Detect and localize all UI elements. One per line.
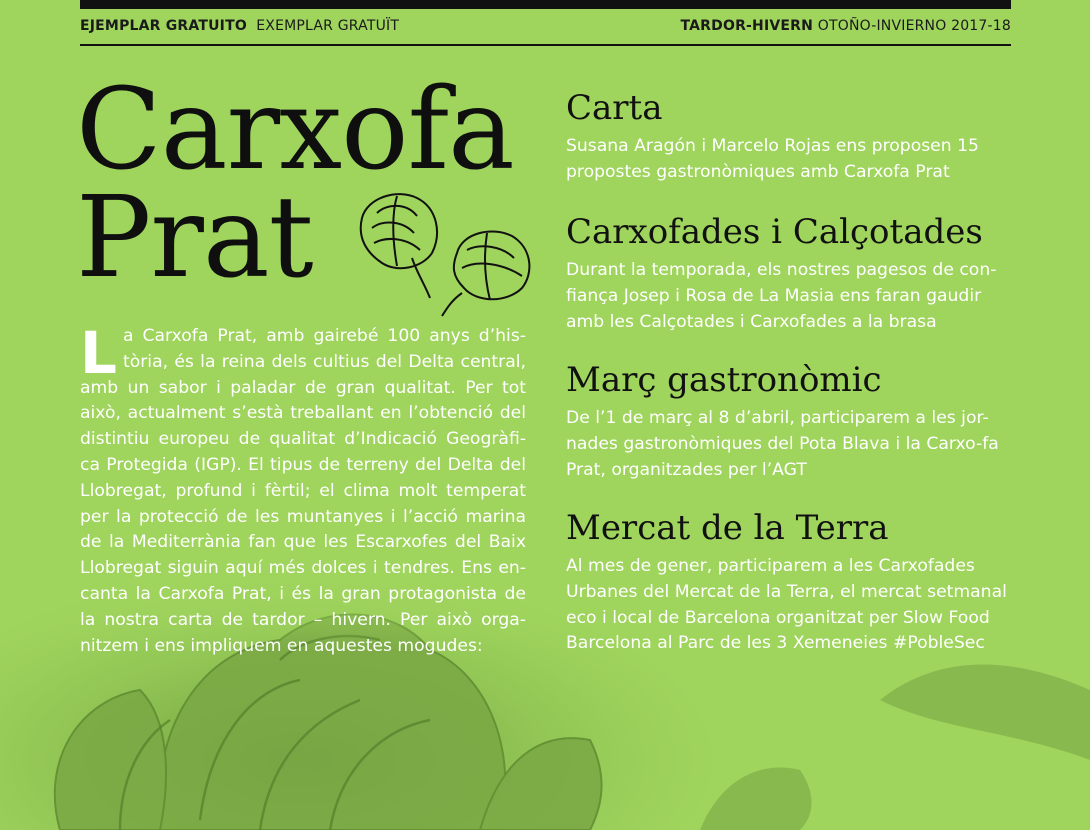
section-carxofades — [566, 212, 1012, 335]
edition-label — [80, 18, 399, 34]
section-text: De l’1 de març al 8 d’abril, participarem a les jor-nades gastronòmiques del Pota Blava i la Carxo-fa Prat, organitzades per l’AGT — [566, 408, 999, 480]
section-marc — [566, 360, 1012, 483]
section-carta — [566, 88, 1012, 186]
section-heading: Carxofades i Calçotades — [566, 212, 983, 252]
section-text: Susana Aragón i Marcelo Rojas ens proposen 15 propostes gastronòmiques amb Carxofa Prat — [566, 136, 979, 182]
season-label — [680, 18, 1011, 34]
section-mercat — [566, 508, 1012, 657]
section-heading: Carta — [566, 88, 663, 128]
title-line-2: Prat — [76, 173, 313, 303]
section-heading: Mercat de la Terra — [566, 508, 889, 548]
dropcap: L — [80, 319, 117, 387]
section-text: Al mes de gener, participarem a les Carxofades Urbanes del Mercat de la Terra, el mercat setmanal eco i local de Barcelona organitzat per Slow Food Barcelona al Parc de les 3 Xemeneies #PobleSec — [566, 556, 1007, 654]
edition-label-ca: EXEMPLAR GRATUÏT — [256, 18, 400, 34]
season-label-es: OTOÑO-INVIERNO 2017-18 — [817, 18, 1011, 34]
edition-label-es: EJEMPLAR GRATUITO — [80, 18, 247, 34]
title-line-1: Carxofa — [76, 65, 514, 195]
section-heading: Març gastronòmic — [566, 360, 882, 400]
intro-text: a Carxofa Prat, amb gairebé 100 anys d’his-tòria, és la reina dels cultius del Delta central, amb un sabor i paladar de gran qualitat. Per tot això, actualment s’està treballant en l’obtenció del distintiu europeu de qualitat d’Indicació Geogràfi-ca Protegida (IGP). El tipus de terreny del Delta del Llobregat, profund i fèrtil; el clima molt temperat per la protecció de les muntanyes i l’acció marina de la Mediterrània fan que les Escarxofes del Baix Llobregat siguin aquí més dolces i tendres. Ens en-canta la Carxofa Prat, i és la gran protagonista de la nostra carta de tardor – hivern. Per això orga-nitzem i ens impliquem en aquestes mogudes: — [80, 326, 526, 656]
header-rule — [80, 44, 1011, 46]
top-rule — [80, 0, 1011, 9]
artichoke-illustration-icon — [352, 188, 542, 318]
season-label-ca: TARDOR-HIVERN — [680, 18, 814, 34]
section-text: Durant la temporada, els nostres pagesos de con-fiança Josep i Rosa de La Masia ens faran gaudir amb les Calçotades i Carxofades a la brasa — [566, 260, 997, 332]
masthead — [80, 18, 1011, 38]
intro-paragraph — [80, 319, 526, 659]
